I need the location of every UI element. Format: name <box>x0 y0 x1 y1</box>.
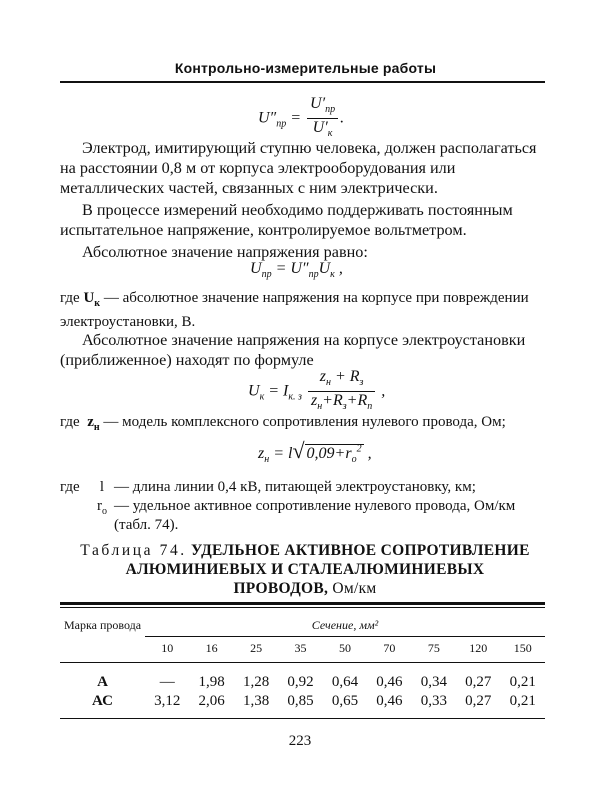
table-cell: 0,46 <box>376 693 403 709</box>
running-header: Контрольно-измерительные работы <box>174 60 437 76</box>
page-number: 223 <box>288 733 312 749</box>
table-cell: 0,92 <box>287 674 314 690</box>
note-zn: где $z_н$ — модель комплексного сопротивления нулевого провода, Ом; <box>60 414 506 433</box>
paragraph-absolute: Абсолютное значение напряжения равно: <box>82 243 368 261</box>
table-top-rule <box>60 602 545 605</box>
table-cell: 1,28 <box>242 674 270 690</box>
text-block-1 <box>60 138 545 262</box>
table-cell: — <box>159 674 175 690</box>
note-uk: где $U_к$ — абсолютное значение напряжения на корпусе при повреждении электроустановки, В. <box>60 290 529 330</box>
section-10: 10 <box>161 641 174 655</box>
table-row <box>60 674 545 691</box>
table-subheader-rule <box>145 636 545 637</box>
table-cell: 0,27 <box>465 674 492 690</box>
table-cell: 0,46 <box>376 674 403 690</box>
section-75: 75 <box>427 641 440 655</box>
text-block-2 <box>60 330 545 370</box>
table-cell: 0,34 <box>420 674 447 690</box>
table-bottom-rule <box>60 718 545 719</box>
table-cell: 0,85 <box>287 693 314 709</box>
formula-zn: $z_н = l√$ $0,09+r_o^2$ , <box>258 438 372 466</box>
paragraph-electrode: Электрод, имитирующий ступню человека, должен располагаться на расстоянии 0,8 м от корпуса электрооборудования или металлических частей, связанных с ним электрически. <box>60 139 537 197</box>
col-header-mark: Марка провода <box>63 618 142 632</box>
section-70: 70 <box>383 641 396 655</box>
table-cell: 2,06 <box>198 693 225 709</box>
table-cell: 0,33 <box>420 693 447 709</box>
table-cell: 0,65 <box>331 693 359 709</box>
table-cell: 0,21 <box>509 693 536 709</box>
section-16: 16 <box>205 641 218 655</box>
section-35: 35 <box>294 641 307 655</box>
table-cell: 0,21 <box>509 674 536 690</box>
table-row <box>60 693 545 710</box>
formula-uk: $U_к = I_{к. з}$ $\frac{z_н + R_з}{z_н+R_з+R_п}$ , <box>248 368 386 413</box>
section-150: 150 <box>513 641 532 655</box>
table-caption: Таблица 74. УДЕЛЬНОЕ АКТИВНОЕ СОПРОТИВЛЕНИЕ АЛЮМИНИЕВЫХ И СТАЛЕАЛЮМИНИЕВЫХ ПРОВОДОВ, Ом/км <box>80 542 530 597</box>
table-top-rule-thin <box>60 607 545 608</box>
section-50: 50 <box>338 641 351 655</box>
row-mark: А <box>97 674 108 690</box>
header-rule <box>60 81 545 83</box>
table-cell: 1,38 <box>242 693 270 709</box>
row-mark: АС <box>92 693 113 709</box>
sections-header-row <box>145 641 545 656</box>
table-cell: 1,98 <box>198 674 225 690</box>
note-l-ro: где l — длина линии 0,4 кВ, питающей электроустановку, км; $r_о$ — удельное активное сопротивление нулевого провода, Ом/км (табл. 74). <box>60 479 516 533</box>
section-120: 120 <box>469 641 488 655</box>
paragraph-approx: Абсолютное значение напряжения на корпусе электроустановки (приближенное) находят по формуле <box>60 331 526 369</box>
section-header: Сечение, мм² <box>311 618 379 632</box>
section-25: 25 <box>250 641 263 655</box>
formula-u-pr-double-prime: $U''_{пр}$ = $\frac{U'_{пр}}{U'_к}$ . <box>258 95 345 140</box>
table-cell: 0,64 <box>331 674 359 690</box>
table-cell: 3,12 <box>154 693 181 709</box>
table-header-rule <box>60 662 545 663</box>
table-cell: 0,27 <box>465 693 492 709</box>
formula-u-pr: $U_{пр} = U''_{пр}U_к$ , <box>250 260 343 281</box>
paragraph-voltage: В процессе измерений необходимо поддерживать постоянным испытательное напряжение, контролируемое вольтметром. <box>60 201 513 239</box>
